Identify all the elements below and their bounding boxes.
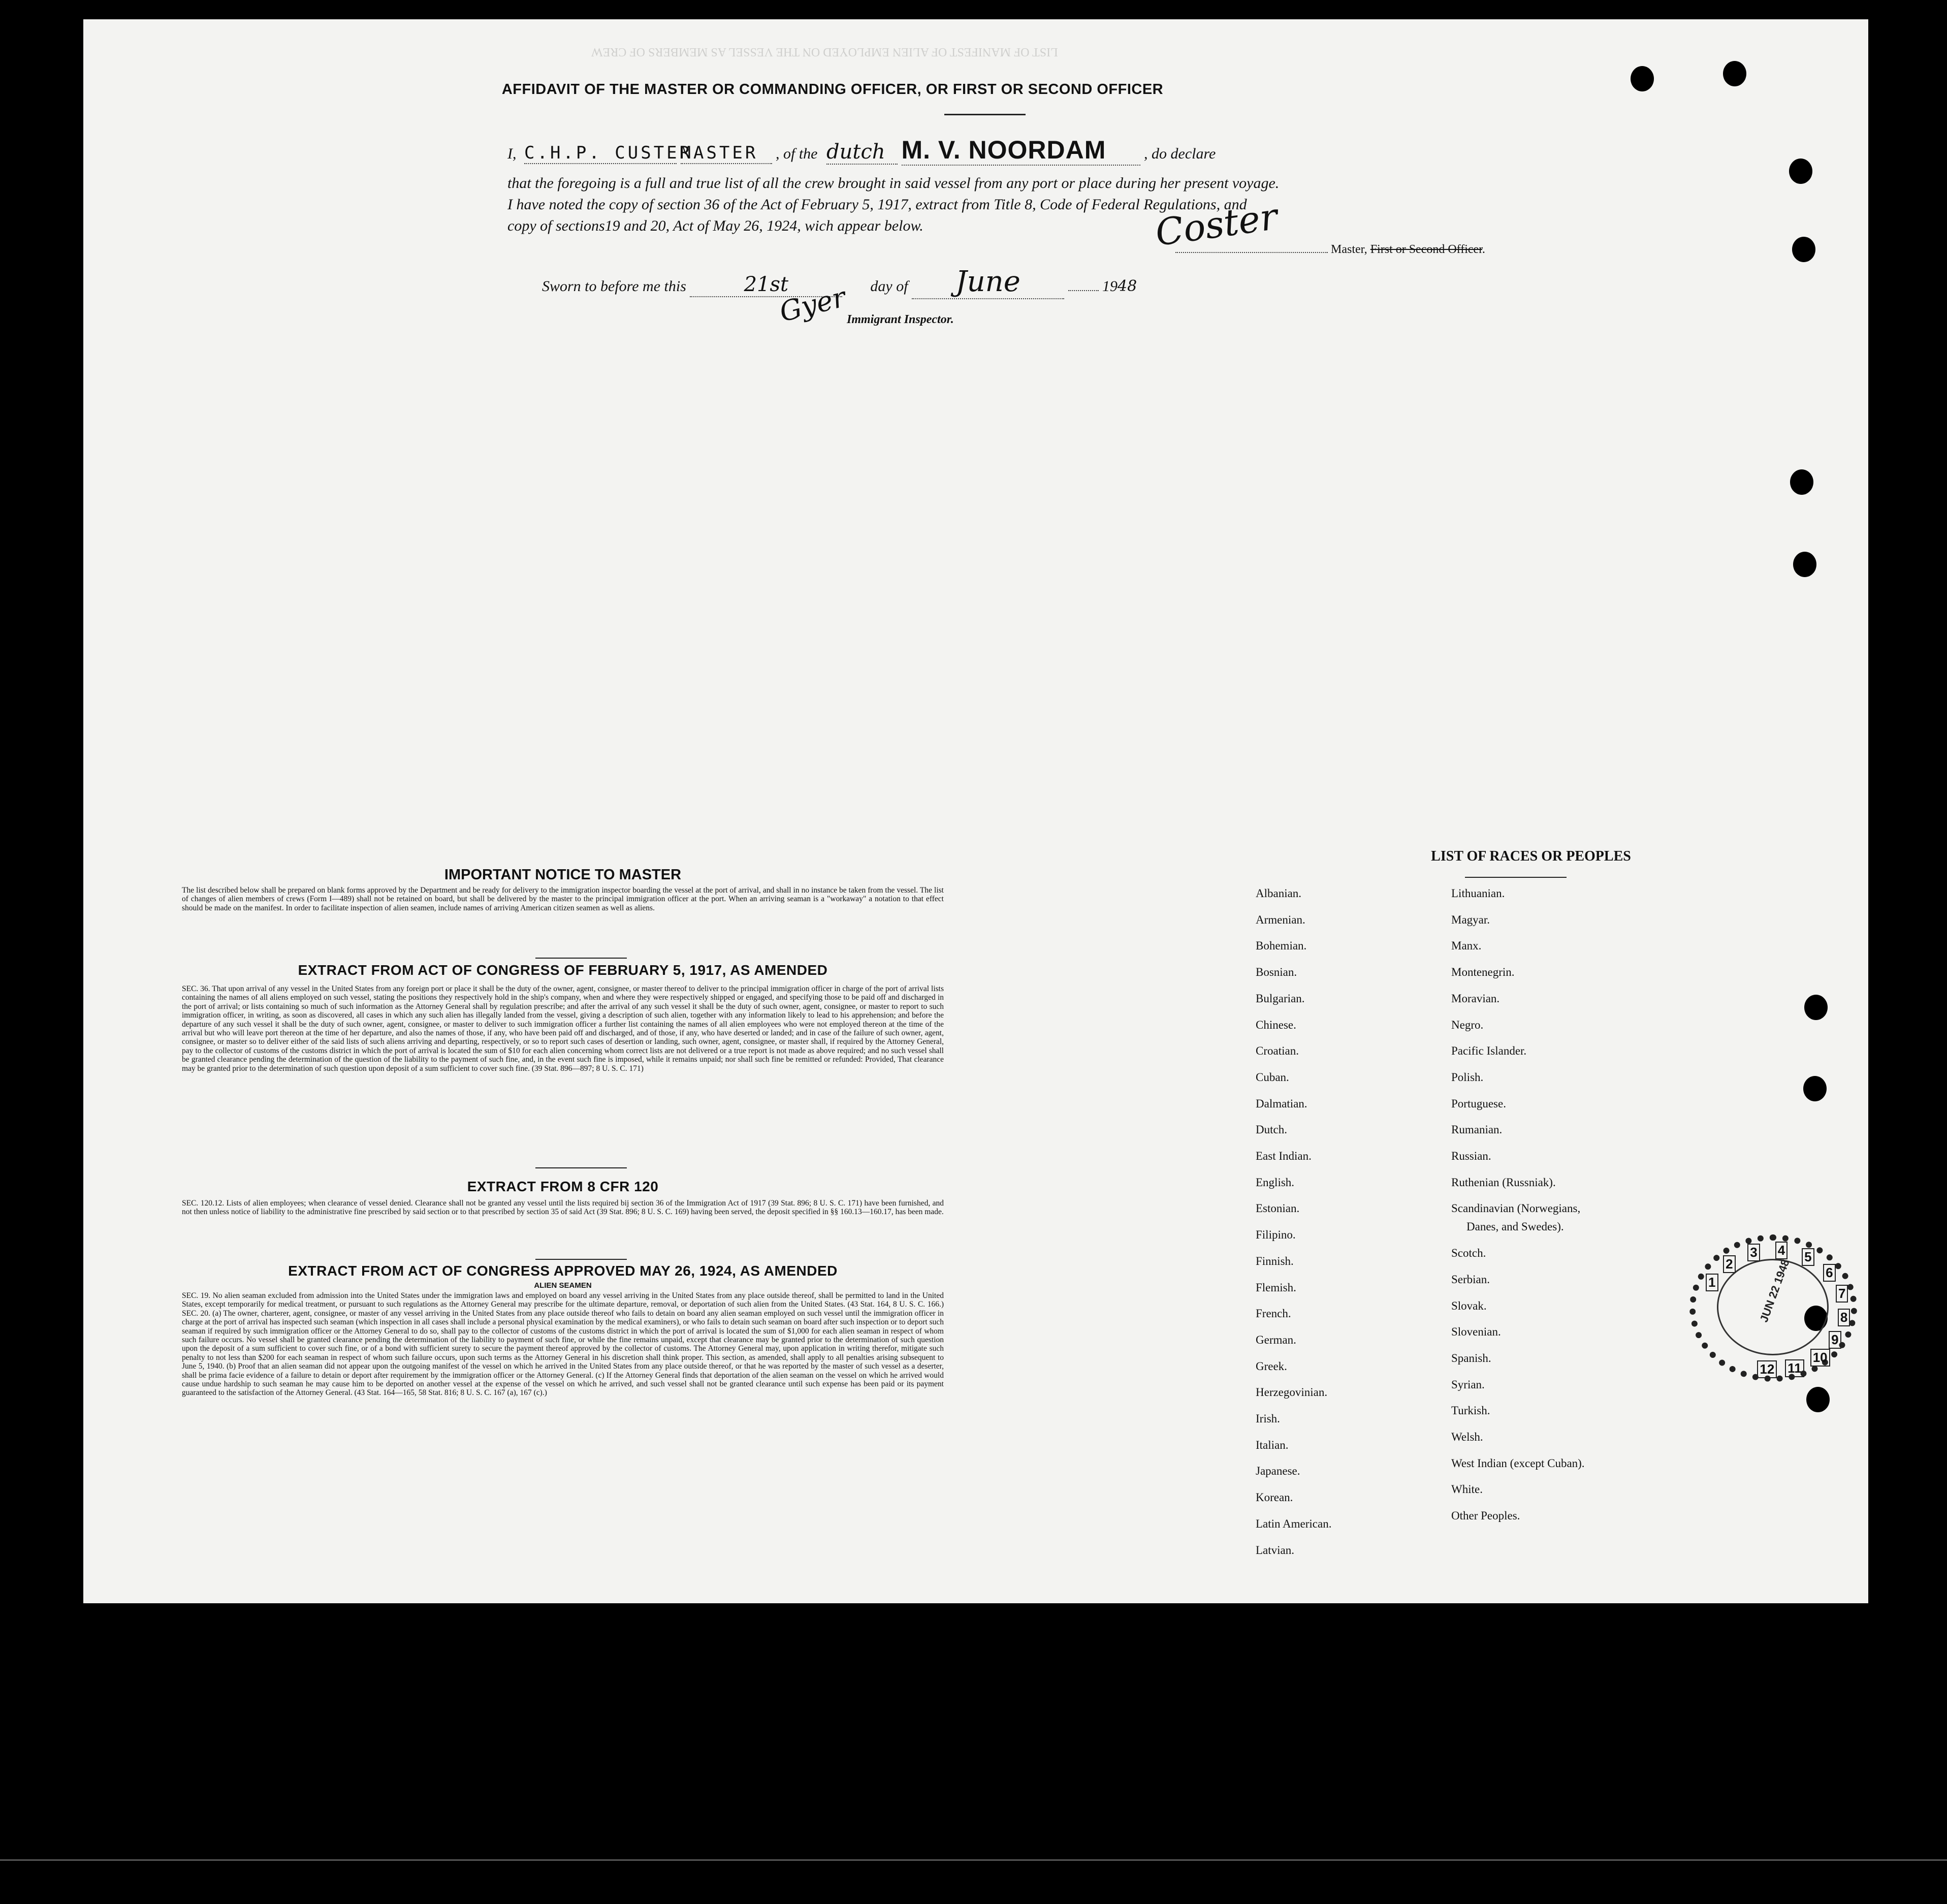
master-title: MASTER: [681, 143, 772, 164]
race-entry: Irish.: [1256, 1412, 1280, 1425]
race-entry: Rumanian.: [1451, 1123, 1503, 1136]
race-entry: Slovenian.: [1451, 1325, 1501, 1339]
affidavit-line-2: that the foregoing is a full and true list of all the crew brought in said vessel from any port or place during her present voyage.: [507, 175, 1280, 192]
vessel-name: M. V. NOORDAM: [902, 135, 1140, 166]
race-entry: Pacific Islander.: [1451, 1044, 1527, 1058]
race-entry: West Indian (except Cuban).: [1451, 1456, 1585, 1470]
races-list-title: LIST OF RACES OR PEOPLES: [1431, 848, 1631, 864]
punch-hole: [1790, 469, 1813, 495]
notice-title: IMPORTANT NOTICE TO MASTER: [444, 867, 682, 883]
race-entry: Latvian.: [1256, 1543, 1294, 1557]
race-entry: Korean.: [1256, 1491, 1293, 1504]
inspector-signature: Gyer: [776, 281, 849, 328]
race-entry: Scotch.: [1451, 1247, 1486, 1260]
extract-1924-text: SEC. 19. No alien seaman excluded from admission into the United States under the immigration laws and employed on board any vessel arriving in the United States from any place outside thereof, shall be permitted to land in the United States, except temporarily for medical treatment, or pursuant to such regulations as the Attorney General may prescribe for the ultimate departure, removal, or deportation of such alien from the United States. (43 Stat. 164, 8 U. S. C. 166.) SEC. 20. (a) The owner, charterer, agent, consignee, or master of any vessel arriving in the United States from any place outside thereof who fails to detain on board any alien seaman employed on such vessel until the immigration officer in charge at the port of arrival has inspected such seaman (which inspection in all cases shall include a personal physical examination by the medical examiners), or who fails to detain such seaman on board after such inspection or to deport such seaman if required by such immigration officer or the Attorney General to do so, shall pay to the collector of customs of the customs district in which the port of arrival is located the sum of $1,000 for each alien seaman in respect of whom such failure occurs. No vessel shall be granted clearance pending the determination of the liability to payment of such fine, or while the fine remains unpaid, except that clearance may be granted prior to the determination of such question upon the deposit of a sum sufficient to cover such fine, or of a bond with sufficient surety to secure the payment thereof approved by the collector of customs. The Attorney General may, upon application in writing therefor, mitigate such penalty to not less than $200 for each seaman in respect of whom such failure occurs, upon such terms as the Attorney General in his discretion shall think proper. This section, as amended, shall apply to all penalties arising subsequent to June 5, 1940. (b) Proof that an alien seaman did not appear upon the outgoing manifest of the vessel on which he arrived in the United States from any place outside thereof, or that he was reported by the master of such vessel as a deserter, shall be prima facie evidence of a failure to detain or deport after requirement by the immigration officer or the Attorney General. (c) If the Attorney General finds that deportation of the alien seaman on the vessel on which he arrived would cause undue hardship to such seaman he may cause him to be deported on another vessel at the expense of the vessel on which he arrived, and such vessel shall not be granted clearance until such expense has been paid or its payment guaranteed to the satisfaction of the Attorney General. (43 Stat. 164—165, 58 Stat. 816; 8 U. S. C. 167 (a), 167 (c).): [182, 1291, 944, 1398]
race-entry: Dutch.: [1256, 1123, 1287, 1136]
master-signature: Coster: [1153, 195, 1281, 255]
stamp-digit: 12: [1757, 1360, 1777, 1378]
section-separator: [535, 1259, 627, 1260]
race-entry: Herzegovinian.: [1256, 1386, 1328, 1399]
race-entry: Danes, and Swedes).: [1466, 1220, 1564, 1233]
sworn-day: 21st: [690, 273, 842, 297]
year-suffix: 48: [1118, 277, 1137, 295]
master-name: C.H.P. CUSTER: [524, 143, 693, 163]
race-entry: Serbian.: [1451, 1273, 1490, 1286]
race-entry: East Indian.: [1256, 1150, 1312, 1162]
inspector-label: Immigrant Inspector.: [847, 313, 954, 326]
punch-hole: [1723, 61, 1746, 86]
race-entry: Bohemian.: [1256, 939, 1307, 953]
do-declare-text: , do declare: [1144, 145, 1216, 162]
stamp-digit: 9: [1829, 1331, 1841, 1349]
race-entry: White.: [1451, 1483, 1483, 1496]
punch-hole: [1792, 237, 1815, 262]
punch-hole: [1806, 1387, 1830, 1412]
affidavit-title: AFFIDAVIT OF THE MASTER OR COMMANDING OFFICER, OR FIRST OR SECOND OFFICER: [501, 81, 1164, 98]
race-entry: Japanese.: [1256, 1465, 1300, 1478]
sworn-label: Sworn to before me this: [542, 278, 686, 295]
race-entry: English.: [1256, 1176, 1295, 1189]
stamp-digit: 5: [1802, 1248, 1814, 1266]
race-entry: Greek.: [1256, 1359, 1287, 1373]
sworn-month: June: [912, 265, 1064, 299]
punch-hole: [1804, 995, 1828, 1020]
affidavit-line-3: I have noted the copy of section 36 of the Act of February 5, 1917, extract from Title 8, Code of Federal Regulations, and: [507, 196, 1247, 213]
race-entry: Albanian.: [1256, 887, 1302, 900]
affidavit-line-1: [507, 135, 1216, 166]
stamp-digit: 1: [1706, 1274, 1718, 1291]
master-signature-line: Master, First or Second Officer.: [1175, 243, 1485, 257]
affidavit-title-rule: [944, 114, 1026, 115]
affidavit-line-4: copy of sections19 and 20, Act of May 26, 1924, wich appear below.: [507, 217, 923, 234]
stamp-digit: 8: [1838, 1309, 1850, 1326]
race-entry: Slovak.: [1451, 1299, 1487, 1312]
affidavit-intro: I,: [507, 145, 517, 162]
race-entry: Spanish.: [1451, 1351, 1491, 1364]
extract-1924-title: EXTRACT FROM ACT OF CONGRESS APPROVED MAY 26, 1924, AS AMENDED: [288, 1263, 838, 1279]
race-entry: Latin American.: [1256, 1517, 1332, 1530]
notice-text: The list described below shall be prepared on blank forms approved by the Department and be ready for delivery to the immigration inspector boarding the vessel at the port of arrival, and shall in no instance be taken from the vessel. The list of changes of alien members of crews (Form I—489) shall not be retained on board, but shall be delivered by the master to the principal immigration officer at the port. When an arriving seaman is a "workaway" a notation to that effect should be made on the manifest. In order to facilitate inspection of alien seamen, include names of arriving American citizen seamen as well as aliens.: [182, 886, 944, 912]
manifest-page: [83, 19, 1868, 1603]
race-entry: Armenian.: [1256, 913, 1305, 926]
race-entry: German.: [1256, 1333, 1296, 1346]
race-entry: French.: [1256, 1307, 1291, 1320]
extract-1917-text: SEC. 36. That upon arrival of any vessel in the United States from any foreign port or place it shall be the duty of the owner, agent, consignee, or master thereof to deliver to the principal immigration officer in charge of the port of arrival lists containing the names of all aliens employed on such vessel, stating the positions they respectively hold in the ship's company, when and where they were respectively shipped or engaged, and specifying those to be paid off and discharged in the port of arrival; or lists containing so much of such information as the Attorney General shall by regulation prescribe; and after the arrival of any such vessel it shall be the duty of such owner, agent, consignee, or master to report to such immigration officer, in writing, as soon as discovered, all cases in which any such alien has illegally landed from the vessel, giving a description of such alien, together with any information likely to lead to his apprehension; and before the departure of any such vessel it shall be the duty of such owner, agent, consignee, or master to deliver to such immigration officer a further list containing the names of all alien employees who were not employed thereon at the time of the arrival but who will leave port thereon at the time of her departure, and also the names of those, if any, who have been paid off and discharged, and of those, if any, who have deserted or landed; and in case of the failure of such owner, agent, consignee, or master so to deliver either of the said lists of such aliens arriving and departing, respectively, or so to report such cases of desertion or landing, such owner, agent, consignee, or master shall, if required by the Attorney General, pay to the collector of customs of the customs district in which the port of arrival is located the sum of $10 for each alien concerning whom correct lists are not delivered or a true report is not made as above required; and no such vessel shall be granted clearance pending the determination of the question of the liability to the payment of such fine, and, in the event such fine is imposed, while it remains unpaid; nor shall such fine be remitted or refunded: Provided, That clearance may be granted prior to the determination of such question upon deposit of a sum sufficient to cover such fine. (39 Stat. 896—897; 8 U. S. C. 171): [182, 985, 944, 1073]
extract-cfr-text: SEC. 120.12. Lists of alien employees; when clearance of vessel denied. Clearance shall not be granted any vessel until the lists required bij section 36 of the Immigration Act of 1917 (39 Stat. 896; 8 U. S. C. 171) have been furnished, and not then unless notice of liability to the administrative fine prescribed by said section or to that prescribed by section 35 of said Act (39 Stat. 896; 8 U. S. C. 169) having been served, the deposit specified in §§ 160.13—160.17, has been made.: [182, 1199, 944, 1217]
stamp-digit: 3: [1747, 1244, 1760, 1261]
year-prefix: 19: [1102, 278, 1118, 295]
vessel-prefix: dutch: [826, 140, 898, 165]
race-entry: Croatian.: [1256, 1044, 1299, 1058]
race-entry: Estonian.: [1256, 1202, 1300, 1215]
race-entry: Welsh.: [1451, 1431, 1483, 1443]
extract-cfr-title: EXTRACT FROM 8 CFR 120: [467, 1179, 659, 1194]
race-entry: Russian.: [1451, 1150, 1491, 1162]
race-entry: Manx.: [1451, 939, 1482, 953]
race-entry: Dalmatian.: [1256, 1097, 1307, 1110]
race-entry: Magyar.: [1451, 913, 1490, 926]
race-entry: Finnish.: [1256, 1254, 1294, 1267]
punch-hole: [1803, 1076, 1827, 1101]
race-entry: Montenegrin.: [1451, 966, 1515, 979]
race-entry: Syrian.: [1451, 1378, 1485, 1391]
stamp-digit: 4: [1775, 1242, 1788, 1259]
day-of-label: day of: [870, 278, 908, 295]
stamp-digit: 2: [1723, 1255, 1735, 1273]
race-entry: Filipino.: [1256, 1228, 1296, 1242]
race-entry: Bulgarian.: [1256, 992, 1305, 1005]
race-entry: Portuguese.: [1451, 1097, 1506, 1110]
punch-hole: [1793, 552, 1816, 577]
bleed-through-text: LIST OF MANIFEST OF ALIEN EMPLOYED ON THE VESSEL AS MEMBERS OF CREW: [591, 45, 1058, 58]
race-entry: Italian.: [1256, 1438, 1289, 1451]
race-entry: Turkish.: [1451, 1404, 1490, 1417]
punch-hole: [1789, 158, 1812, 184]
punch-hole: [1631, 66, 1654, 91]
stamp-digit: 7: [1836, 1285, 1848, 1303]
struck-officer-label: First or Second Officer: [1370, 243, 1482, 256]
arrival-stamp-date: JUN 22 1948: [1757, 1257, 1792, 1324]
race-entry: Bosnian.: [1256, 966, 1297, 979]
race-entry: Moravian.: [1451, 992, 1500, 1005]
extract-1917-title: EXTRACT FROM ACT OF CONGRESS OF FEBRUARY 5, 1917, AS AMENDED: [298, 962, 828, 978]
stamp-digit: 10: [1810, 1349, 1830, 1367]
film-edge-rule: [0, 1859, 1947, 1861]
stamp-digit: 11: [1785, 1359, 1804, 1377]
section-separator: [535, 1167, 627, 1168]
race-entry: Other Peoples.: [1451, 1509, 1520, 1522]
race-entry: Polish.: [1451, 1070, 1484, 1084]
race-entry: Negro.: [1451, 1018, 1484, 1031]
of-the-text: , of the: [776, 145, 818, 162]
race-entry: Flemish.: [1256, 1281, 1296, 1294]
stamp-digit: 6: [1823, 1264, 1835, 1282]
race-entry: Scandinavian (Norwegians,: [1451, 1202, 1581, 1215]
section-separator: [535, 958, 627, 959]
race-entry: Chinese.: [1256, 1018, 1296, 1031]
master-label: Master,: [1331, 243, 1367, 256]
alien-seamen-subtitle: ALIEN SEAMEN: [534, 1281, 592, 1290]
races-title-rule: [1465, 877, 1567, 878]
race-entry: Ruthenian (Russniak).: [1451, 1176, 1556, 1189]
race-entry: Lithuanian.: [1451, 887, 1505, 900]
race-entry: Cuban.: [1256, 1070, 1289, 1084]
